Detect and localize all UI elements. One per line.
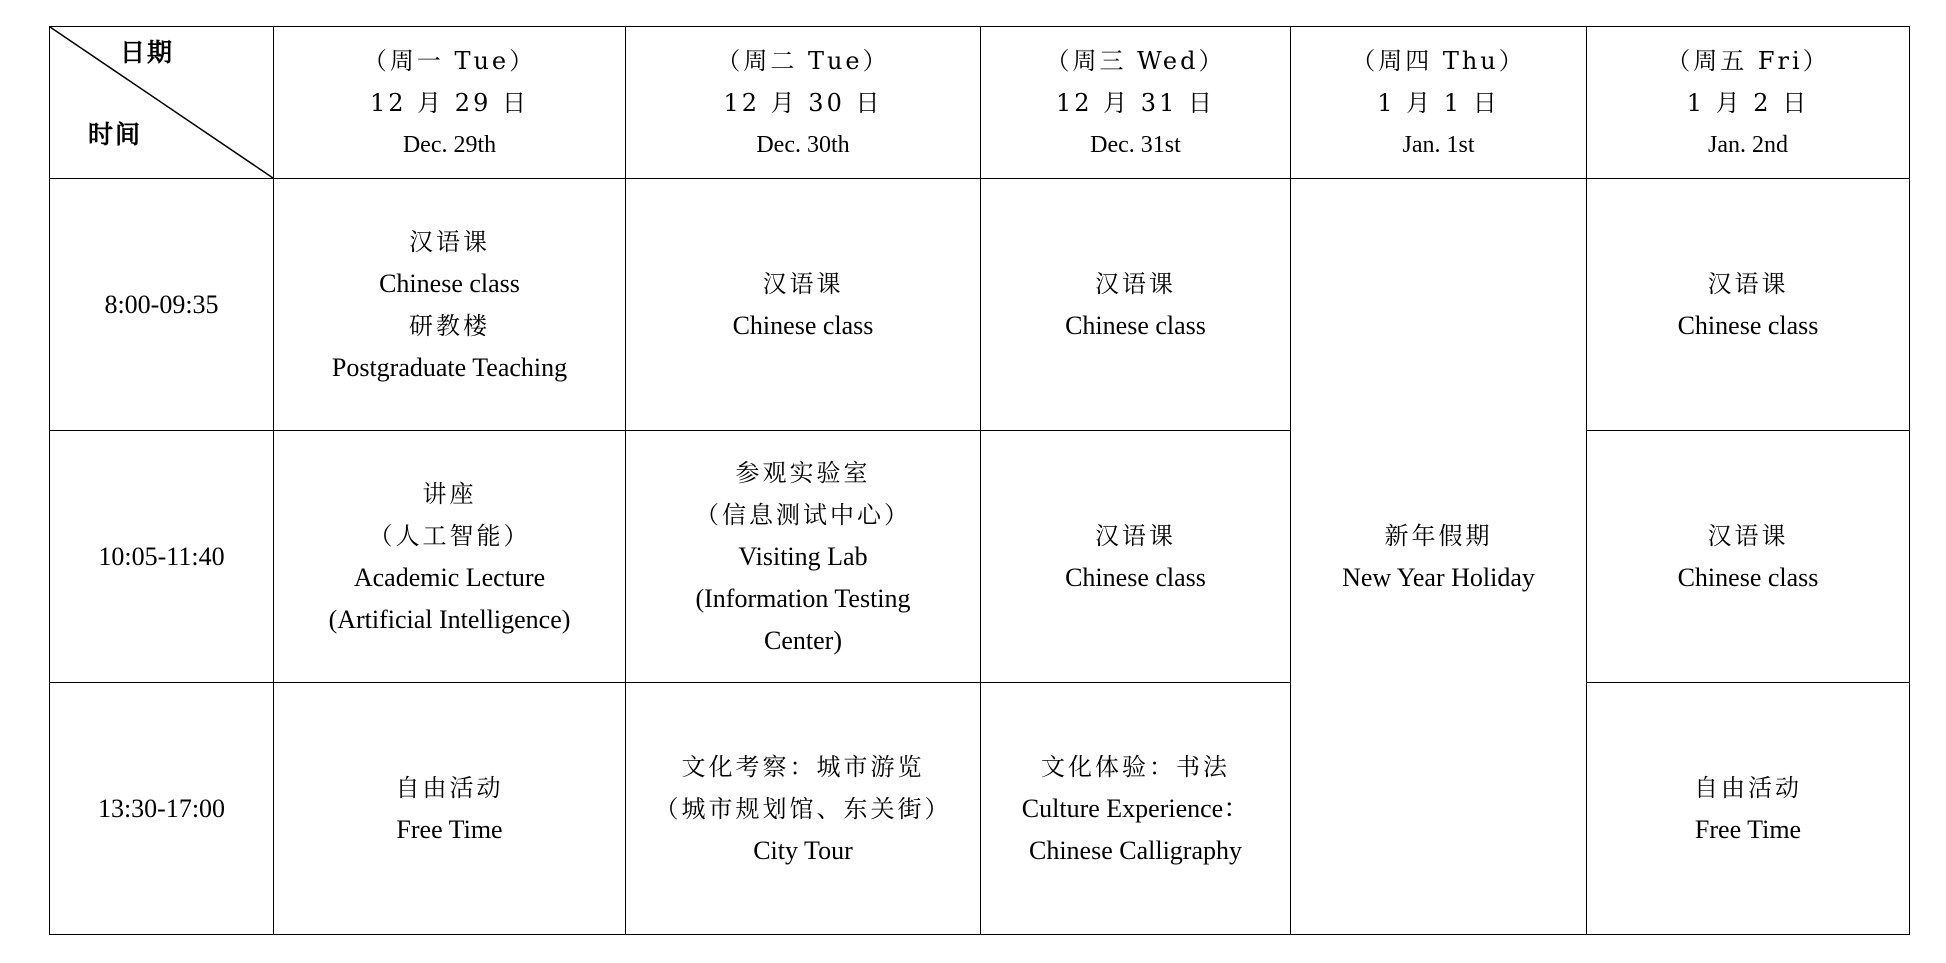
- activity-cn: 文化体验：书法: [1041, 752, 1230, 781]
- activity-topic-cn: （人工智能）: [368, 521, 531, 550]
- activity-cell: [981, 683, 1291, 935]
- date-cn-label: 1 月 2 日: [1686, 88, 1810, 117]
- activity-en: Academic Lecture: [353, 562, 546, 592]
- schedule-row: [50, 431, 1910, 683]
- activity-cn: 参观实验室: [735, 458, 871, 487]
- activity-en: City Tour: [753, 835, 853, 865]
- activity-cell: [981, 179, 1291, 431]
- activity-en: Chinese class: [1065, 562, 1206, 592]
- activity-cell: [981, 431, 1291, 683]
- activity-cn: 汉语课: [762, 269, 844, 298]
- date-en-label: Dec. 29th: [402, 131, 497, 158]
- activity-cell: [274, 683, 626, 935]
- activity-cell: [1587, 179, 1910, 431]
- activity-en: Chinese class: [1677, 562, 1819, 592]
- activity-cn: 文化考察：城市游览: [681, 752, 925, 781]
- activity-topic-en: (Information Testing: [695, 583, 911, 613]
- activity-cn: 讲座: [422, 479, 477, 508]
- header-row: [50, 27, 1910, 179]
- time-slot-label: 8:00-09:35: [104, 289, 219, 319]
- weekday-label: （周五 Fri）: [1666, 46, 1830, 75]
- schedule-table: [49, 26, 1910, 935]
- day-header-wed: [981, 27, 1291, 179]
- time-slot-cell: [50, 431, 274, 683]
- activity-cell: [274, 431, 626, 683]
- holiday-cell: [1291, 179, 1587, 935]
- activity-cn: 汉语课: [409, 227, 490, 256]
- activity-cell: [1587, 431, 1910, 683]
- activity-en: Chinese class: [1677, 310, 1819, 340]
- time-slot-label: 13:30-17:00: [97, 793, 226, 823]
- activity-cn: 自由活动: [1694, 773, 1802, 802]
- time-slot-label: 10:05-11:40: [98, 541, 225, 571]
- day-header-thu: [1291, 27, 1587, 179]
- weekday-label: （周一 Tue）: [362, 46, 537, 75]
- activity-cell: [1587, 683, 1910, 935]
- date-en-label: Dec. 30th: [756, 131, 850, 158]
- schedule-row: [50, 683, 1910, 935]
- time-slot-cell: [50, 179, 274, 431]
- holiday-label-en: New Year Holiday: [1342, 562, 1535, 592]
- holiday-label-cn: 新年假期: [1384, 521, 1493, 550]
- activity-en: Chinese class: [1065, 310, 1206, 340]
- activity-en: Visiting Lab: [738, 541, 868, 571]
- time-slot-cell: [50, 683, 274, 935]
- day-header-mon: [274, 27, 626, 179]
- activity-en: Chinese class: [379, 268, 520, 298]
- date-en-label: Jan. 1st: [1402, 131, 1475, 158]
- activity-en: Free Time: [396, 814, 503, 844]
- activity-topic-en: Chinese Calligraphy: [1028, 835, 1242, 865]
- activity-topic-en-cont: Center): [764, 625, 842, 655]
- date-cn-label: 12 月 30 日: [723, 88, 883, 117]
- location-cn: 研教楼: [409, 311, 490, 340]
- activity-cn: 汉语课: [1707, 521, 1789, 550]
- location-en: Postgraduate Teaching: [331, 352, 568, 382]
- activity-topic-cn: （信息测试中心）: [695, 500, 911, 529]
- date-axis-label: 日期: [120, 38, 175, 67]
- activity-cell: [626, 683, 981, 935]
- corner-header-cell: [50, 27, 274, 179]
- activity-en: Culture Experience：: [1021, 793, 1250, 823]
- day-header-tue: [626, 27, 981, 179]
- activity-topic-en: (Artificial Intelligence): [328, 604, 571, 634]
- day-header-fri: [1587, 27, 1910, 179]
- weekday-label: （周四 Thu）: [1351, 46, 1526, 75]
- date-en-label: Jan. 2nd: [1708, 131, 1788, 158]
- date-cn-label: 1 月 1 日: [1377, 88, 1500, 117]
- activity-cn: 自由活动: [395, 773, 504, 802]
- date-en-label: Dec. 31st: [1090, 131, 1181, 158]
- schedule-row: [50, 179, 1910, 431]
- date-cn-label: 12 月 29 日: [370, 88, 529, 117]
- activity-cell: [626, 179, 981, 431]
- activity-topic-cn: （城市规划馆、东关街）: [654, 794, 952, 823]
- activity-en: Chinese class: [732, 310, 874, 340]
- activity-en: Free Time: [1694, 814, 1802, 844]
- activity-cn: 汉语课: [1707, 269, 1789, 298]
- activity-cell: [274, 179, 626, 431]
- weekday-label: （周二 Tue）: [716, 46, 890, 75]
- date-cn-label: 12 月 31 日: [1056, 88, 1215, 117]
- activity-cell: [626, 431, 981, 683]
- activity-cn: 汉语课: [1095, 521, 1176, 550]
- time-axis-label: 时间: [88, 120, 143, 149]
- weekday-label: （周三 Wed）: [1045, 46, 1226, 75]
- activity-cn: 汉语课: [1095, 269, 1176, 298]
